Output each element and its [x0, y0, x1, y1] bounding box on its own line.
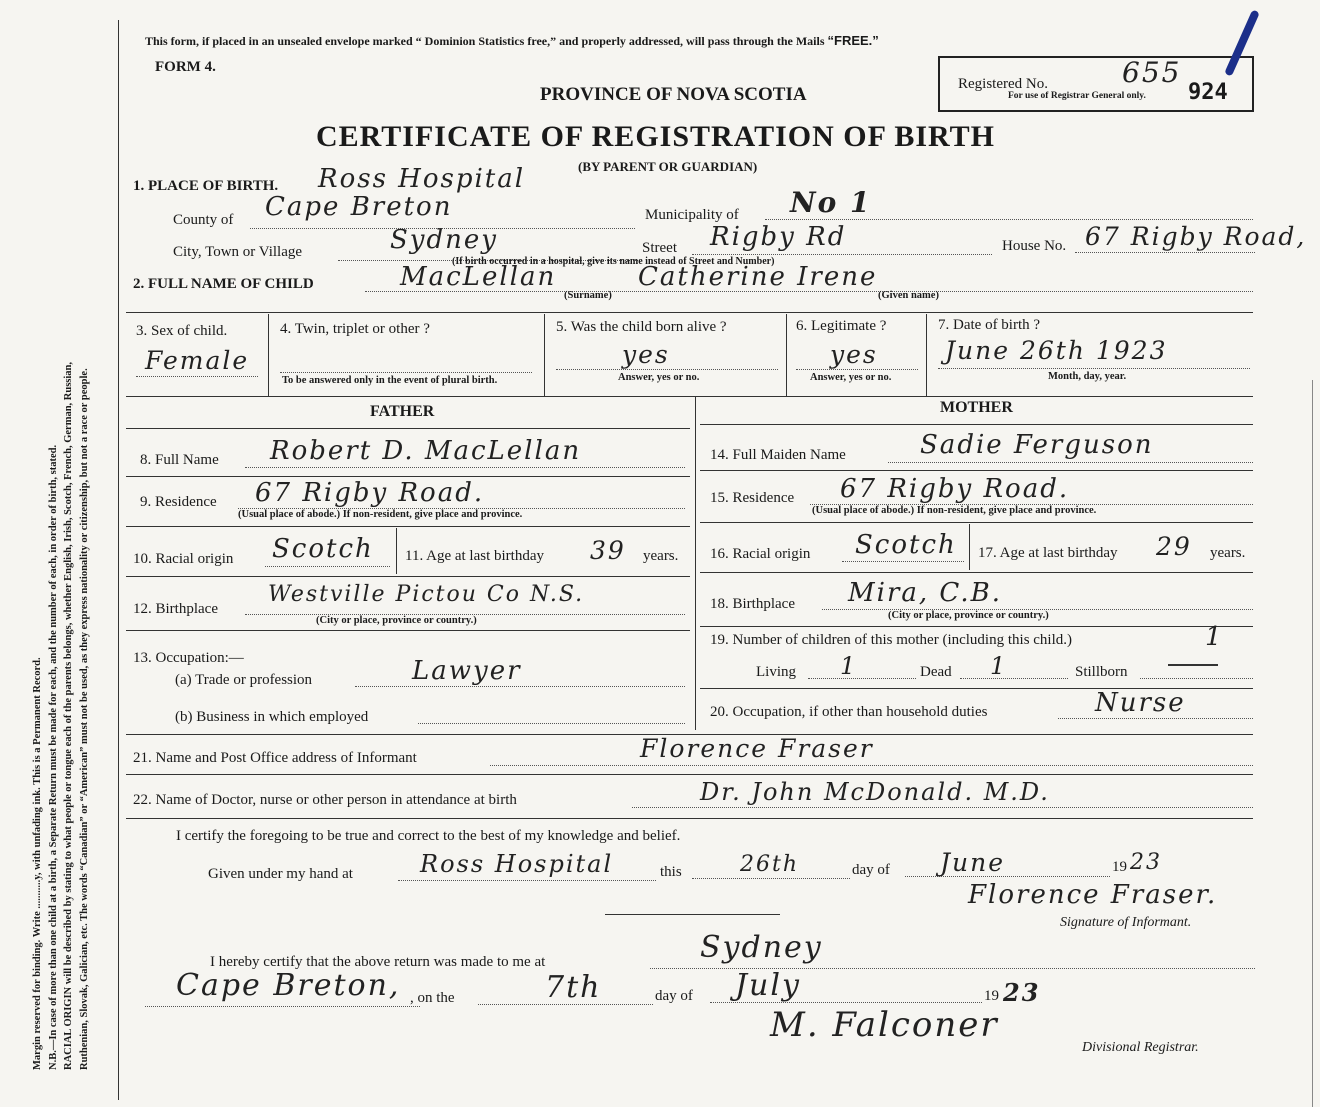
father-birthplace-caption: (City or place, province or country.) — [316, 615, 477, 626]
street-label: Street — [642, 240, 677, 256]
registrar-certify-text: I hereby certify that the above return was made to me at — [210, 954, 546, 970]
registrar-day-value: 7th — [545, 970, 602, 1005]
registered-value: 655 — [1122, 56, 1182, 89]
registrar-year-prefix: 19 — [984, 988, 999, 1004]
registrar-signature-caption: Divisional Registrar. — [1082, 1040, 1199, 1055]
alive-value: yes — [622, 340, 670, 369]
twin-note: To be answered only in the event of plural birth. — [282, 375, 498, 386]
mother-children-value: 1 — [1205, 622, 1224, 652]
alive-label: 5. Was the child born alive ? — [556, 319, 727, 335]
margin-notes — [30, 0, 92, 1070]
legitimate-caption: Answer, yes or no. — [810, 372, 892, 383]
certificate-subtitle: (BY PARENT OR GUARDIAN) — [578, 159, 758, 174]
registrar-place-value: Sydney — [700, 930, 823, 965]
father-birthplace-label: 12. Birthplace — [133, 601, 218, 617]
house-label: House No. — [1002, 238, 1067, 254]
dob-caption: Month, day, year. — [1048, 371, 1127, 382]
alive-caption: Answer, yes or no. — [618, 372, 700, 383]
mother-dead-value: 1 — [990, 652, 1008, 680]
doctor-label: 22. Name of Doctor, nurse or other person in attendance at birth — [133, 792, 517, 808]
mother-age-unit: years. — [1210, 545, 1246, 561]
father-trade-value: Lawyer — [412, 656, 522, 686]
mother-residence-caption: (Usual place of abode.) If non-resident, give place and province. — [812, 505, 1097, 516]
mother-heading: MOTHER — [940, 399, 1013, 416]
father-business-label: (b) Business in which employed — [175, 709, 369, 725]
father-race-label: 10. Racial origin — [133, 551, 234, 567]
registrar-day-label: day of — [655, 988, 693, 1004]
street-note: (If birth occurred in a hospital, give its name instead of Street and Number) — [452, 256, 775, 267]
certify-year-value: 23 — [1130, 850, 1162, 875]
father-birthplace-value: Westville Pictou Co N.S. — [268, 582, 585, 607]
legitimate-label: 6. Legitimate ? — [796, 318, 887, 334]
certify-this-label: this — [660, 864, 682, 880]
given-place-value: Ross Hospital — [420, 850, 614, 878]
margin-note-3: RACIAL ORIGIN will be described by stating to what people or tongue each of the parents belongs, whether English, Irish, Scotch, French, German, Russian, — [63, 361, 74, 1070]
certify-year-prefix: 19 — [1112, 859, 1127, 875]
father-name-label: 8. Full Name — [140, 452, 219, 468]
informant-signature: Florence Fraser. — [968, 880, 1218, 910]
registrar-signature: M. Falconer — [770, 1005, 999, 1045]
house-value: 67 Rigby Road, — [1085, 222, 1307, 251]
registered-stamp: 924 — [1188, 80, 1228, 105]
father-age-label: 11. Age at last birthday — [405, 548, 544, 564]
mother-residence-value: 67 Rigby Road. — [840, 474, 1070, 504]
registrar-on-the-label: , on the — [410, 990, 455, 1006]
twin-label: 4. Twin, triplet or other ? — [280, 321, 430, 337]
informant-value: Florence Fraser — [640, 734, 874, 763]
county-value: Cape Breton — [265, 192, 453, 222]
mother-living-label: Living — [756, 664, 796, 680]
father-age-unit: years. — [643, 548, 679, 564]
certify-day-label: day of — [852, 862, 890, 878]
place-of-birth-label: 1. PLACE OF BIRTH. — [133, 178, 279, 194]
mother-dead-label: Dead — [920, 664, 952, 680]
mother-stillborn-label: Stillborn — [1075, 664, 1128, 680]
street-value: Rigby Rd — [710, 222, 847, 252]
mother-age-value: 29 — [1156, 532, 1192, 561]
mail-notice: This form, if placed in an unsealed envelope marked “ Dominion Statistics free,” and properly addressed, will pass through the Mails “FREE.” — [145, 33, 879, 48]
mother-age-label: 17. Age at last birthday — [978, 545, 1118, 561]
child-given-caption: (Given name) — [878, 290, 939, 301]
county-label: County of — [173, 212, 234, 228]
mother-birthplace-label: 18. Birthplace — [710, 596, 795, 612]
registered-label: Registered No. — [958, 76, 1048, 92]
mother-race-value: Scotch — [855, 530, 957, 560]
father-residence-caption: (Usual place of abode.) If non-resident, give place and province. — [238, 509, 523, 520]
given-under-hand-label: Given under my hand at — [208, 866, 353, 882]
mother-race-label: 16. Racial origin — [710, 546, 811, 562]
mother-occupation-value: Nurse — [1095, 688, 1186, 718]
certify-text: I certify the foregoing to be true and correct to the best of my knowledge and belief. — [176, 828, 681, 844]
mother-birthplace-caption: (City or place, province or country.) — [888, 610, 1049, 621]
city-label: City, Town or Village — [173, 244, 303, 260]
informant-label: 21. Name and Post Office address of Informant — [133, 750, 417, 766]
sex-value: Female — [145, 346, 250, 375]
mother-residence-label: 15. Residence — [710, 490, 795, 506]
certificate-title: CERTIFICATE OF REGISTRATION OF BIRTH — [316, 120, 995, 153]
sex-label: 3. Sex of child. — [136, 323, 228, 339]
mother-living-value: 1 — [840, 652, 858, 680]
child-given-value: Catherine Irene — [638, 262, 878, 292]
binding-margin-line — [118, 20, 119, 1100]
place-of-birth-value: Ross Hospital — [318, 164, 526, 194]
father-residence-label: 9. Residence — [140, 494, 217, 510]
mother-children-label: 19. Number of children of this mother (including this child.) — [710, 632, 1073, 648]
registered-number-box — [938, 56, 1254, 112]
dob-label: 7. Date of birth ? — [938, 317, 1041, 333]
dob-value: June 26th 1923 — [945, 336, 1168, 365]
father-trade-label: (a) Trade or profession — [175, 672, 313, 688]
registrar-year-value: 23 — [1003, 978, 1041, 1007]
mother-name-label: 14. Full Maiden Name — [710, 447, 846, 463]
margin-note-2: N.B.—In case of more than one child at a birth, a Separate Return must be made for each, and the number of each, in order of birth, stated. — [47, 444, 59, 1070]
certify-day-value: 26th — [740, 852, 800, 877]
father-heading: FATHER — [370, 403, 435, 420]
city-value: Sydney — [390, 225, 498, 255]
province-heading: PROVINCE OF NOVA SCOTIA — [540, 84, 807, 105]
legitimate-value: yes — [830, 340, 878, 369]
father-occupation-label: 13. Occupation:— — [133, 650, 244, 666]
father-residence-value: 67 Rigby Road. — [255, 478, 485, 508]
mother-occupation-label: 20. Occupation, if other than household duties — [710, 704, 988, 720]
margin-note-1: Margin reserved for binding. Write ...........y, with unfading ink. This is a Permanent Record. — [32, 657, 43, 1070]
doctor-value: Dr. John McDonald. M.D. — [700, 778, 1050, 806]
child-surname-caption: (Surname) — [564, 290, 612, 301]
father-age-value: 39 — [590, 536, 626, 565]
father-name-value: Robert D. MacLellan — [270, 436, 582, 466]
form-number: FORM 4. — [155, 59, 216, 75]
father-race-value: Scotch — [272, 534, 374, 564]
child-surname-value: MacLellan — [400, 262, 557, 292]
registered-note: For use of Registrar General only. — [1008, 91, 1146, 101]
child-name-label: 2. FULL NAME OF CHILD — [133, 276, 314, 292]
mother-birthplace-value: Mira, C.B. — [848, 578, 1002, 608]
margin-note-4: Ruthenian, Slovak, Galician, etc. The words “Canadian” or “American” must not be used, as they express nationality or citizenship, but not a race or people. — [78, 368, 90, 1070]
mother-name-value: Sadie Ferguson — [920, 430, 1154, 460]
registrar-county-value: Cape Breton, — [176, 968, 401, 1003]
municipality-value: No 1 — [790, 186, 872, 219]
certify-month-value: June — [940, 848, 1006, 877]
informant-signature-caption: Signature of Informant. — [1060, 915, 1192, 930]
municipality-label: Municipality of — [645, 207, 739, 223]
registrar-month-value: July — [735, 968, 801, 1003]
